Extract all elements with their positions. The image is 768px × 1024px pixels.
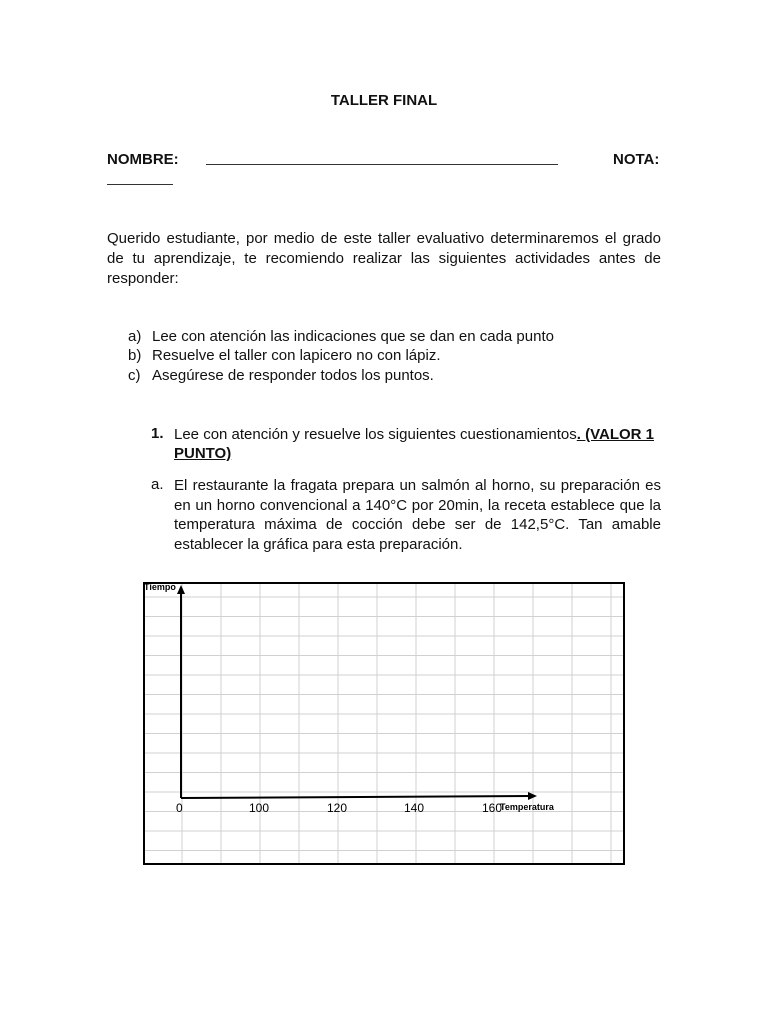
instruction-marker: c) bbox=[128, 367, 141, 384]
nota-label: NOTA: bbox=[613, 151, 660, 168]
graph-grid-chart[interactable] bbox=[143, 582, 625, 865]
instruction-marker: b) bbox=[128, 347, 142, 364]
x-tick-label: 0 bbox=[176, 801, 183, 815]
instruction-text: Resuelve el taller con lapicero no con lápiz. bbox=[152, 347, 441, 364]
question-prompt: Lee con atención y resuelve los siguientes cuestionamientos bbox=[174, 426, 577, 443]
instruction-item bbox=[128, 346, 648, 365]
question-text: Lee con atención y resuelve los siguientes cuestionamientos. (VALOR 1 PUNTO) bbox=[174, 426, 654, 462]
x-tick-label: 100 bbox=[249, 801, 270, 815]
document-title: TALLER FINAL bbox=[330, 92, 438, 109]
instruction-item bbox=[128, 327, 648, 346]
x-tick-label: 160 bbox=[482, 801, 503, 815]
nota-blank[interactable] bbox=[107, 184, 173, 185]
x-axis-label: Temperatura bbox=[500, 802, 554, 812]
y-axis-label: Tiempo bbox=[144, 582, 176, 592]
nombre-label: NOMBRE: bbox=[107, 151, 179, 168]
chart-border bbox=[144, 583, 624, 864]
nombre-blank[interactable] bbox=[206, 164, 558, 165]
instruction-text: Lee con atención las indicaciones que se dan en cada punto bbox=[152, 328, 554, 345]
chart-grid bbox=[144, 583, 624, 864]
x-tick-label: 140 bbox=[404, 801, 425, 815]
instruction-text: Asegúrese de responder todos los puntos. bbox=[152, 367, 434, 384]
x-axis bbox=[181, 796, 530, 798]
x-tick-labels bbox=[176, 801, 502, 815]
question-number: 1. bbox=[151, 425, 164, 442]
question-value: (VALOR 1 PUNTO) bbox=[174, 426, 654, 462]
item-a-marker: a. bbox=[151, 476, 164, 493]
intro-paragraph: Querido estudiante, por medio de este taller evaluativo determinaremos el grado de tu aprendizaje, te recomiendo realizar las siguientes actividades antes de responder: bbox=[107, 230, 661, 287]
x-tick-label: 120 bbox=[327, 801, 348, 815]
instruction-marker: a) bbox=[128, 328, 142, 345]
item-a-text: El restaurante la fragata prepara un salmón al horno, su preparación es en un horno convencional a 140°C por 20min, la receta establece que la temperatura máxima de cocción debe ser de 142,5°C. Tan amable establecer la gráfica para esta preparación. bbox=[174, 477, 661, 553]
instruction-item bbox=[128, 366, 648, 385]
y-axis-arrow bbox=[177, 585, 185, 594]
